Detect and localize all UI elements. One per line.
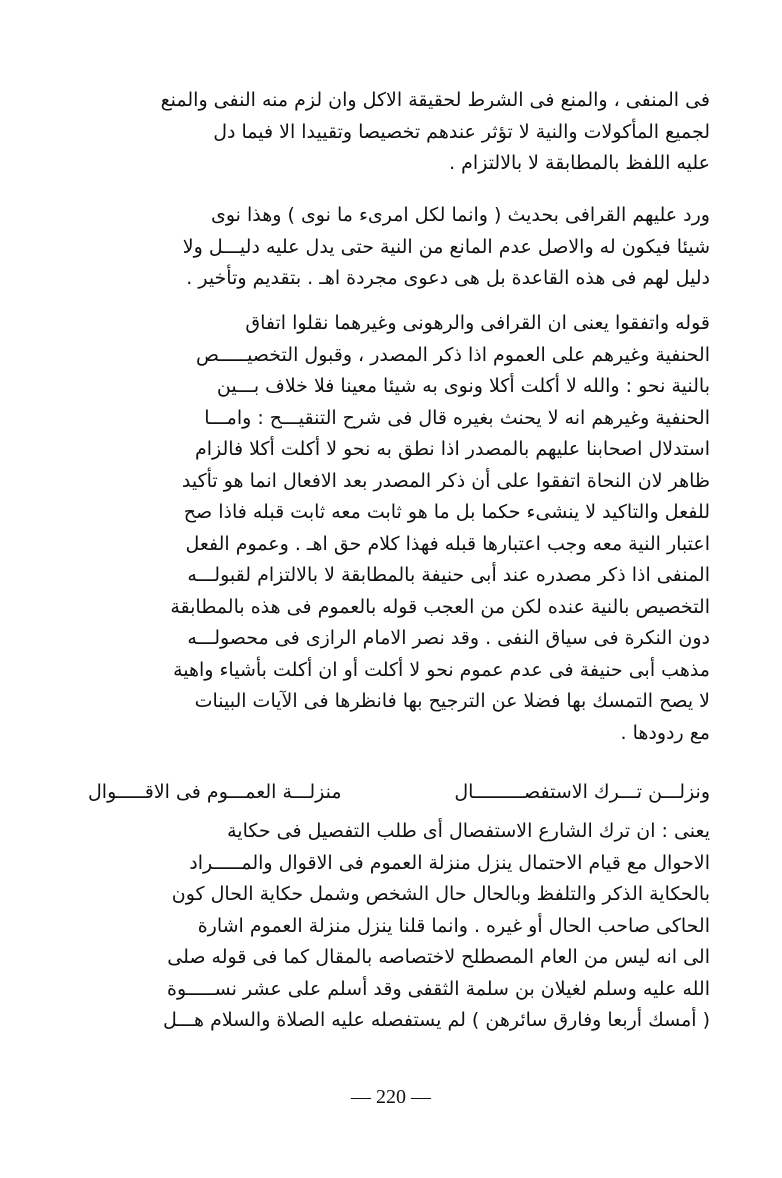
text-line: لجميع المأكولات والنية لا تؤثر عندهم تخصيصا وتقييدا الا فيما دل [213, 120, 710, 143]
text-line: اعتبار النية معه وجب اعتبارها قبله فهذا كلام حق اهـ . وعموم الفعل [185, 532, 710, 555]
text-line: دليل لهم فى هذه القاعدة بل هى دعوى مجردة اهـ . بتقديم وتأخير . [186, 267, 710, 289]
text-line: بالنية نحو : والله لا أكلت أكلا ونوى به شيئا معينا فلا خلاف بـــين [216, 375, 710, 397]
text-line: الحنفية وغيرهم انه لا يحنث بغيره قال فى شرح التنقيـــح : وامـــا [204, 406, 710, 429]
text-line: الحنفية وغيرهم على العموم اذا ذكر المصدر ، وقبول التخصيـــــص [195, 343, 710, 366]
text-line: ورد عليهم القرافى بحديث ( وانما لكل امرىء ما نوى ) وهذا نوى [210, 204, 710, 226]
paragraph-4 [88, 816, 710, 1037]
paragraph-3 [88, 308, 710, 749]
text-line: شيئا فيكون له والاصل عدم المانع من النية حتى يدل عليه دليـــل ولا [182, 235, 710, 258]
text-line: التخصيص بالنية عنده لكن من العجب قوله بالعموم فى هذه بالمطابقة [170, 595, 710, 618]
paragraph-1 [88, 85, 710, 180]
text-line: الى انه ليس من العام المصطلح لاختصاصه بالمقال كما فى قوله صلى [167, 946, 710, 968]
text-line: عليه اللفظ بالمطابقة لا بالالتزام . [449, 152, 710, 174]
verse-first-hemistich: ونزلـــن تـــرك الاستفصـــــــــال [454, 781, 710, 803]
text-line: ظاهر لان النحاة اتفقوا على أن ذكر المصدر بعد الافعال انما هو تأكيد [181, 469, 710, 492]
text-line: فى المنفى ، والمنع فى الشرط لحقيقة الاكل وان لزم منه النفى والمنع [160, 89, 710, 111]
text-line: مذهب أبى حنيفة فى عدم عموم نحو لا أكلت أو ان أكلت بأشياء واهية [173, 658, 710, 681]
text-line: الله عليه وسلم لغيلان بن سلمة الثقفى وقد أسلم على عشر نســـــوة [167, 977, 710, 1000]
text-line: الحاكى صاحب الحال أو غيره . وانما قلنا ينزل منزلة العموم اشارة [197, 914, 710, 937]
paragraph-2 [88, 200, 710, 295]
verse-second-hemistich: منزلـــة العمـــوم فى الاقـــــوال [88, 781, 342, 803]
text-line: للفعل والتاكيد لا ينشىء حكما بل ما هو ثابت معه ثابت قبله فاذا صح [183, 501, 710, 523]
text-line: المنفى اذا ذكر مصدره عند أبى حنيفة بالمطابقة لا بالالتزام لقبولـــه [187, 564, 710, 586]
text-line: يعنى : ان ترك الشارع الاستفصال أى طلب التفصيل فى حكاية [227, 820, 710, 842]
text-line: بالحكاية الذكر والتلفظ وبالحال حال الشخص وشمل حكاية الحال كون [171, 883, 710, 905]
text-line: لا يصح التمسك بها فضلا عن الترجيح بها فانظرها فى الآيات البينات [194, 690, 710, 712]
text-line: قوله واتفقوا يعنى ان القرافى والرهونى وغيرهما نقلوا اتفاق [245, 312, 710, 334]
verse-line [88, 777, 710, 809]
text-line: استدلال اصحابنا عليهم بالمصدر اذا نطق به نحو لا أكلت أكلا فالزام [194, 438, 710, 460]
text-line: ( أمسك أربعا وفارق سائرهن ) لم يستفصله عليه الصلاة والسلام هـــل [162, 1009, 710, 1031]
text-line: الاحوال مع قيام الاحتمال ينزل منزلة العموم فى الاقوال والمـــــراد [189, 851, 710, 874]
text-line: مع ردودها . [620, 721, 710, 744]
text-line: دون النكرة فى سياق النفى . وقد نصر الامام الرازى فى محصولـــه [187, 627, 710, 649]
page-number: — 220 — [351, 1086, 431, 1108]
